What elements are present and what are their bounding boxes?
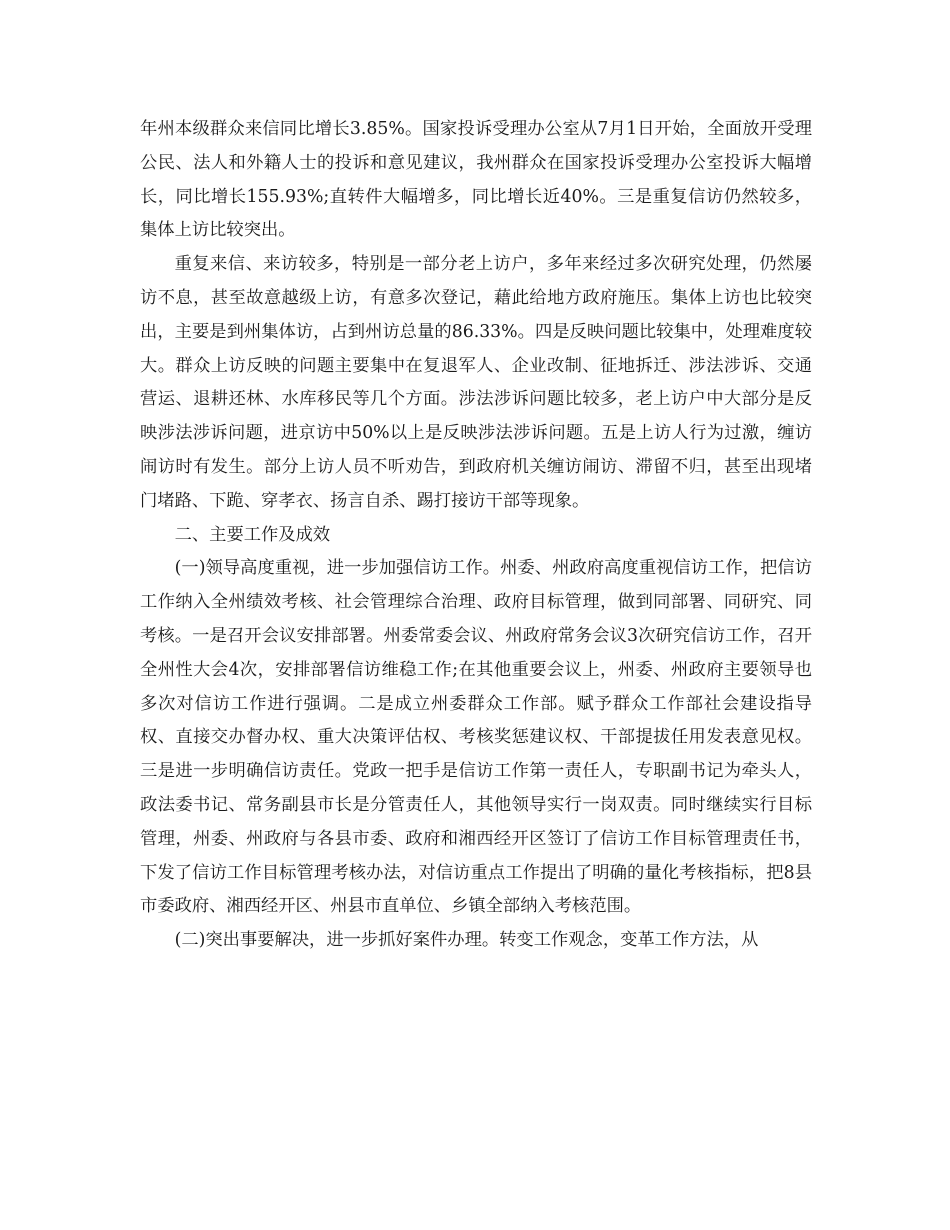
paragraph-repeat-visits: 重复来信、来访较多，特别是一部分老上访户，多年来经过多次研究处理，仍然屡访不息，甚至故意越级上访，有意多次登记，藉此给地方政府施压。集体上访也比较突出，主要是到州集体访，占到州访总量的86.33%。四是反映问题比较集中，处理难度较大。群众上访反映的问题主要集中在复退军人、企业改制、征地拆迁、涉法涉诉、交通营运、退耕还林、水库移民等几个方面。涉法涉诉问题比较多，老上访户中大部分是反映涉法涉诉问题，进京访中50%以上是反映涉法涉诉问题。五是上访人行为过激，缠访闹访时有发生。部分上访人员不听劝告，到政府机关缠访闹访、滞留不归，甚至出现堵门堵路、下跪、穿孝衣、扬言自杀、踢打接访干部等现象。 <box>140 254 812 511</box>
paragraph-continuation: 年州本级群众来信同比增长3.85%。国家投诉受理办公室从7月1日开始，全面放开受理公民、法人和外籍人士的投诉和意见建议，我州群众在国家投诉受理办公室投诉大幅增长，同比增长155.93%;直转件大幅增多，同比增长近40%。三是重复信访仍然较多，集体上访比较突出。 <box>140 119 812 241</box>
paragraph-case-handling: (二)突出事要解决，进一步抓好案件办理。转变工作观念，变革工作方法，从 <box>174 930 759 951</box>
section-heading-main-work: 二、主要工作及成效 <box>174 524 331 545</box>
paragraph-leadership: (一)领导高度重视，进一步加强信访工作。州委、州政府高度重视信访工作，把信访工作纳入全州绩效考核、社会管理综合治理、政府目标管理，做到同部署、同研究、同考核。一是召开会议安排部署。州委常委会议、州政府常务会议3次研究信访工作，召开全州性大会4次，安排部署信访维稳工作;在其他重要会议上，州委、州政府主要领导也多次对信访工作进行强调。二是成立州委群众工作部。赋予群众工作部社会建设指导权、直接交办督办权、重大决策评估权、考核奖惩建议权、干部提拔任用发表意见权。三是进一步明确信访责任。党政一把手是信访工作第一责任人，专职副书记为牵头人，政法委书记、常务副县市长是分管责任人，其他领导实行一岗双责。同时继续实行目标管理，州委、州政府与各县市委、政府和湘西经开区签订了信访工作目标管理责任书，下发了信访工作目标管理考核办法，对信访重点工作提出了明确的量化考核指标，把8县市委政府、湘西经开区、州县市直单位、乡镇全部纳入考核范围。 <box>140 558 812 917</box>
document-body <box>140 113 812 958</box>
